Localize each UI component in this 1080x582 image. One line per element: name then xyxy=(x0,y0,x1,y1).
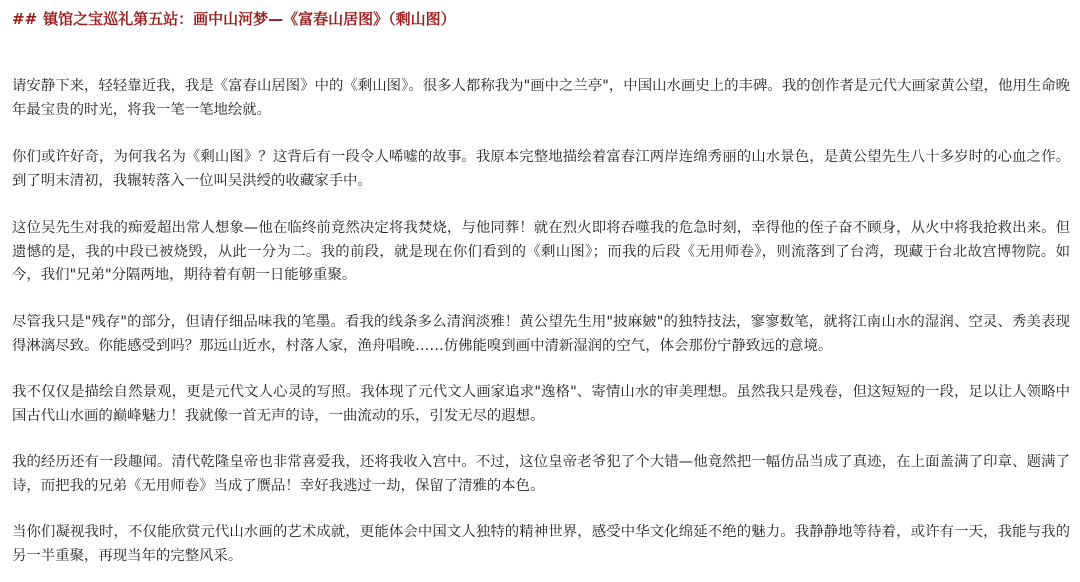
paragraph-qianlong-anecdote: 我的经历还有一段趣闻。清代乾隆皇帝也非常喜爱我，还将我收入宫中。不过，这位皇帝老爷犯了个大错—他竟然把一幅仿品当成了真迹，在上面盖满了印章、题满了诗，而把我的兄弟《无用师卷》当成了赝品！幸好我逃过一劫，保留了清雅的本色。 xyxy=(12,454,1070,494)
section-heading xyxy=(12,7,456,31)
paragraph-name-origin: 你们或许好奇，为何我名为《剩山图》？这背后有一段令人唏嘘的故事。我原本完整地描绘着富春江两岸连绵秀丽的山水景色，是黄公望先生八十多岁时的心血之作。到了明末清初，我辗转落入一位叫吴洪绶的收藏家手中。 xyxy=(12,149,1070,189)
paragraph-brushwork: 尽管我只是"残存"的部分，但请仔细品味我的笔墨。看我的线条多么清润淡雅！黄公望先生用"披麻皴"的独特技法，寥寥数笔，就将江南山水的湿润、空灵、秀美表现得淋漓尽致。你能感受到吗？那远山近水，村落人家，渔舟唱晚……仿佛能嗅到画中清新湿润的空气，体会那份宁静致远的意境。 xyxy=(12,314,1070,354)
paragraph-literati-spirit: 我不仅仅是描绘自然景观，更是元代文人心灵的写照。我体现了元代文人画家追求"逸格"、寄情山水的审美理想。虽然我只是残卷，但这短短的一段，足以让人领略中国古代山水画的巅峰魅力！我就像一首无声的诗，一曲流动的乐，引发无尽的遐想。 xyxy=(12,384,1070,424)
heading-title: 镇馆之宝巡礼第五站：画中山河梦—《富春山居图》（剩山图） xyxy=(43,10,456,28)
paragraph-intro: 请安静下来，轻轻靠近我，我是《富春山居图》中的《剩山图》。很多人都称我为"画中之兰亭"，中国山水画史上的丰碑。我的创作者是元代大画家黄公望，他用生命晚年最宝贵的时光，将我一笔一笔地绘就。 xyxy=(12,78,1070,118)
heading-marker: ## xyxy=(12,10,38,28)
paragraph-closing: 当你们凝视我时，不仅能欣赏元代山水画的艺术成就，更能体会中国文人独特的精神世界，感受中华文化绵延不绝的魅力。我静静地等待着，或许有一天，我能与我的另一半重聚，再现当年的完整风采。 xyxy=(12,524,1070,564)
paragraph-fire-story: 这位吴先生对我的痴爱超出常人想象—他在临终前竟然决定将我焚烧，与他同葬！就在烈火即将吞噬我的危急时刻，幸得他的侄子奋不顾身，从火中将我抢救出来。但遗憾的是，我的中段已被烧毁，从此一分为二。我的前段，就是现在你们看到的《剩山图》；而我的后段《无用师卷》，则流落到了台湾，现藏于台北故宫博物院。如今，我们"兄弟"分隔两地，期待着有朝一日能够重聚。 xyxy=(12,220,1070,283)
